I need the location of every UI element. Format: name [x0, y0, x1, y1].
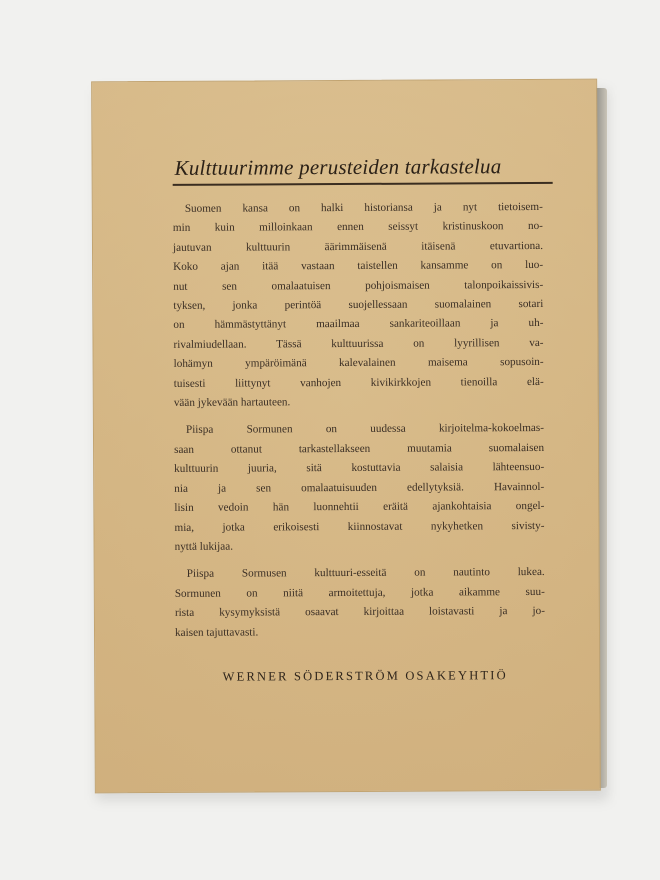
blurb-line: tuisesti liittynyt vanhojen kivikirkkojen tienoilla elä- [173, 375, 544, 390]
blurb-line: Suomen kansa on halki historiansa ja nyt tietoisem- [184, 200, 543, 215]
blurb-line: Piispa Sormusen kulttuuri-esseitä on nautinto lukea. [186, 566, 545, 581]
blurb-line: kulttuurin juuria, sitä kostuttavia salaisia lähteensuo- [174, 461, 545, 476]
blurb-line: rivalmiudellaan. Tässä kulttuurissa on lyyrillisen va- [173, 336, 544, 351]
blurb-line: rista kysymyksistä osaavat kirjoittaa loistavasti ja jo- [174, 605, 545, 620]
blurb-line: vään jykevään hartauteen. [173, 396, 291, 409]
book-back-cover [91, 79, 601, 794]
blurb-line: Koko ajan itää vastaan taistellen kansamme on luo- [173, 259, 544, 274]
blurb-line: Sormunen on niitä armoitettuja, jotka aikamme suu- [174, 585, 545, 600]
blurb-line: lohämyn ympäröimänä kalevalainen maisema sopusoin- [173, 356, 544, 371]
heading-underline [173, 182, 553, 186]
blurb-line: min kuin milloinkaan ennen seissyt kristinuskoon no- [172, 220, 543, 235]
blurb-line: kaisen tajuttavasti. [174, 625, 259, 639]
blurb-text [173, 198, 545, 643]
blurb-line: Piispa Sormunen on uudessa kirjoitelma-kokoelmas- [185, 422, 544, 437]
cover-heading: Kulttuurimme perusteiden tarkastelua [174, 154, 502, 180]
blurb-line: jautuvan kulttuurin äärimmäisenä itäisenä etuvartiona. [172, 239, 544, 254]
blurb-line: nut sen omalaatuisen pohjoismaisen talonpoikaissivis- [173, 278, 544, 293]
blurb-line: nyttä lukijaa. [174, 540, 234, 553]
blurb-line: saan ottanut tarkastellakseen muutamia suomalaisen [174, 441, 545, 456]
blurb-line: tyksen, jonka perintöä suojellessaan suomalainen sotari [173, 297, 544, 312]
blurb-line: lisin vedoin hän luonnehtii eräitä ajankohtaisia ongel- [174, 500, 545, 514]
blurb-line: nia ja sen omalaatuisuuden edellytyksiä. Havainnol- [174, 480, 545, 495]
publisher-name: WERNER SÖDERSTRÖM OSAKEYHTIÖ [222, 668, 508, 684]
blurb-line: on hämmästyttänyt maailmaa sankariteoillaan ja uh- [173, 317, 544, 332]
blurb-line: mia, jotka erikoisesti kiinnostavat nykyhetken sivisty- [174, 519, 545, 534]
